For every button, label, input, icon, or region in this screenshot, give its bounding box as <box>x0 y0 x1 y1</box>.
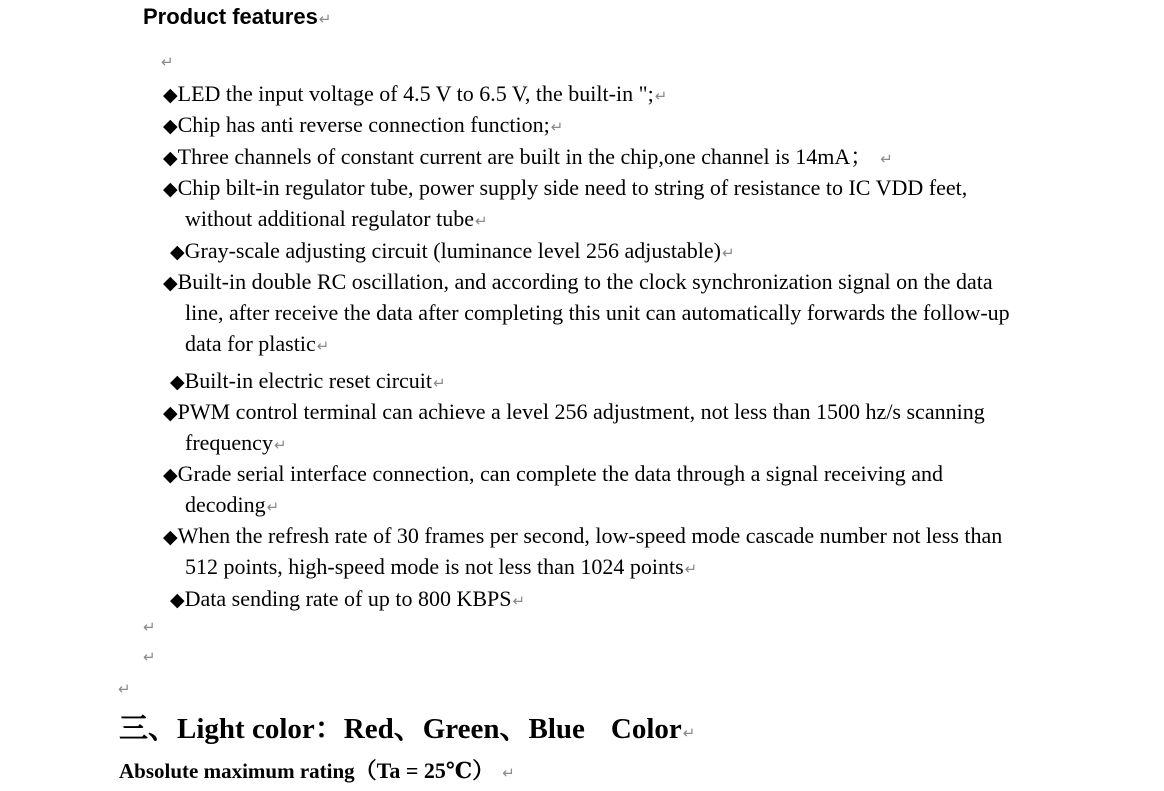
feature-item <box>170 235 735 269</box>
feature-text: 512 points, high-speed mode is not less than 1024 points <box>185 554 684 579</box>
paragraph-mark-icon: ↵ <box>118 680 131 698</box>
feature-continuation <box>185 427 287 461</box>
feature-text: data for plastic <box>185 331 316 356</box>
feature-continuation <box>185 489 279 523</box>
feature-text: Chip bilt-in regulator tube, power supply side need to string of resistance to IC VDD feet, <box>177 175 968 200</box>
paragraph-mark-icon: ↵ <box>654 87 668 105</box>
feature-text: Built-in double RC oscillation, and according to the clock synchronization signal on the data <box>177 269 993 294</box>
paragraph-mark-icon: ↵ <box>475 212 488 230</box>
diamond-bullet-icon: ◆ <box>163 272 178 294</box>
feature-item <box>163 141 893 175</box>
feature-continuation <box>185 297 1010 328</box>
paragraph-mark-icon: ↵ <box>512 592 526 610</box>
feature-item <box>163 458 943 491</box>
empty-paragraph <box>142 618 156 637</box>
section-label: Light color： <box>177 713 344 745</box>
diamond-bullet-icon: ◆ <box>163 402 178 424</box>
paragraph-mark-icon: ↵ <box>161 53 174 71</box>
paragraph-mark-icon: ↵ <box>316 337 330 355</box>
absolute-rating-heading <box>119 757 515 787</box>
feature-item <box>163 78 667 112</box>
paragraph-mark-icon: ↵ <box>502 764 515 782</box>
feature-text: without additional regulator tube <box>185 206 474 231</box>
feature-text: When the refresh rate of 30 frames per second, low-speed mode cascade number not less than <box>177 523 1003 548</box>
empty-paragraph <box>117 680 131 699</box>
diamond-bullet-icon: ◆ <box>163 526 178 548</box>
title-text: Product features <box>143 4 318 29</box>
feature-text: Built-in electric reset circuit <box>184 368 433 393</box>
feature-text: Chip has anti reverse connection function; <box>177 112 550 137</box>
paragraph-mark-icon: ↵ <box>550 118 564 136</box>
feature-item <box>163 396 985 429</box>
product-features-title <box>143 3 331 33</box>
paragraph-mark-icon: ↵ <box>266 498 280 516</box>
rating-condition: （Ta = 25℃） <box>354 758 495 783</box>
feature-text: Grade serial interface connection, can complete the data through a signal receiving and <box>177 461 944 486</box>
feature-continuation <box>185 551 697 585</box>
rating-label: Absolute maximum rating <box>119 759 355 783</box>
feature-text: frequency <box>185 430 273 455</box>
paragraph-mark-icon: ↵ <box>880 150 893 168</box>
paragraph-mark-icon: ↵ <box>721 244 735 262</box>
feature-item <box>170 583 525 617</box>
paragraph-mark-icon: ↵ <box>684 560 698 578</box>
paragraph-mark-icon: ↵ <box>143 618 156 636</box>
feature-item <box>163 520 1002 553</box>
feature-item <box>163 172 967 205</box>
feature-text: PWM control terminal can achieve a level 256 adjustment, not less than 1500 hz/s scanning <box>177 399 985 424</box>
feature-text: line, after receive the data after completing this unit can automatically forwards the follow-up <box>185 300 1010 325</box>
light-color-heading <box>119 710 695 752</box>
empty-paragraph <box>160 53 174 72</box>
feature-text: Three channels of constant current are built in the chip,one channel is 14mA； <box>177 144 873 169</box>
feature-continuation <box>185 203 488 237</box>
empty-paragraph <box>142 648 156 667</box>
diamond-bullet-icon: ◆ <box>163 464 178 486</box>
feature-item <box>163 266 993 299</box>
paragraph-mark-icon: ↵ <box>433 374 446 392</box>
diamond-bullet-icon: ◆ <box>163 147 178 169</box>
paragraph-mark-icon: ↵ <box>273 436 287 454</box>
section-colors: Red、Green、Blue <box>343 713 585 745</box>
diamond-bullet-icon: ◆ <box>170 241 185 263</box>
feature-text: Data sending rate of up to 800 KBPS <box>184 586 512 611</box>
feature-text: decoding <box>185 492 266 517</box>
feature-item <box>170 365 446 399</box>
diamond-bullet-icon: ◆ <box>170 589 185 611</box>
feature-text: LED the input voltage of 4.5 V to 6.5 V, the built-in "; <box>177 81 654 106</box>
paragraph-mark-icon: ↵ <box>143 648 156 666</box>
feature-continuation <box>185 328 329 362</box>
paragraph-mark-icon: ↵ <box>682 724 696 742</box>
diamond-bullet-icon: ◆ <box>163 115 178 137</box>
paragraph-mark-icon: ↵ <box>318 10 332 28</box>
feature-text: Gray-scale adjusting circuit (luminance level 256 adjustable) <box>184 238 721 263</box>
section-suffix: Color <box>610 713 682 745</box>
section-number: 三、 <box>119 713 178 745</box>
diamond-bullet-icon: ◆ <box>163 178 178 200</box>
diamond-bullet-icon: ◆ <box>170 371 185 393</box>
feature-item <box>163 109 563 143</box>
diamond-bullet-icon: ◆ <box>163 84 178 106</box>
